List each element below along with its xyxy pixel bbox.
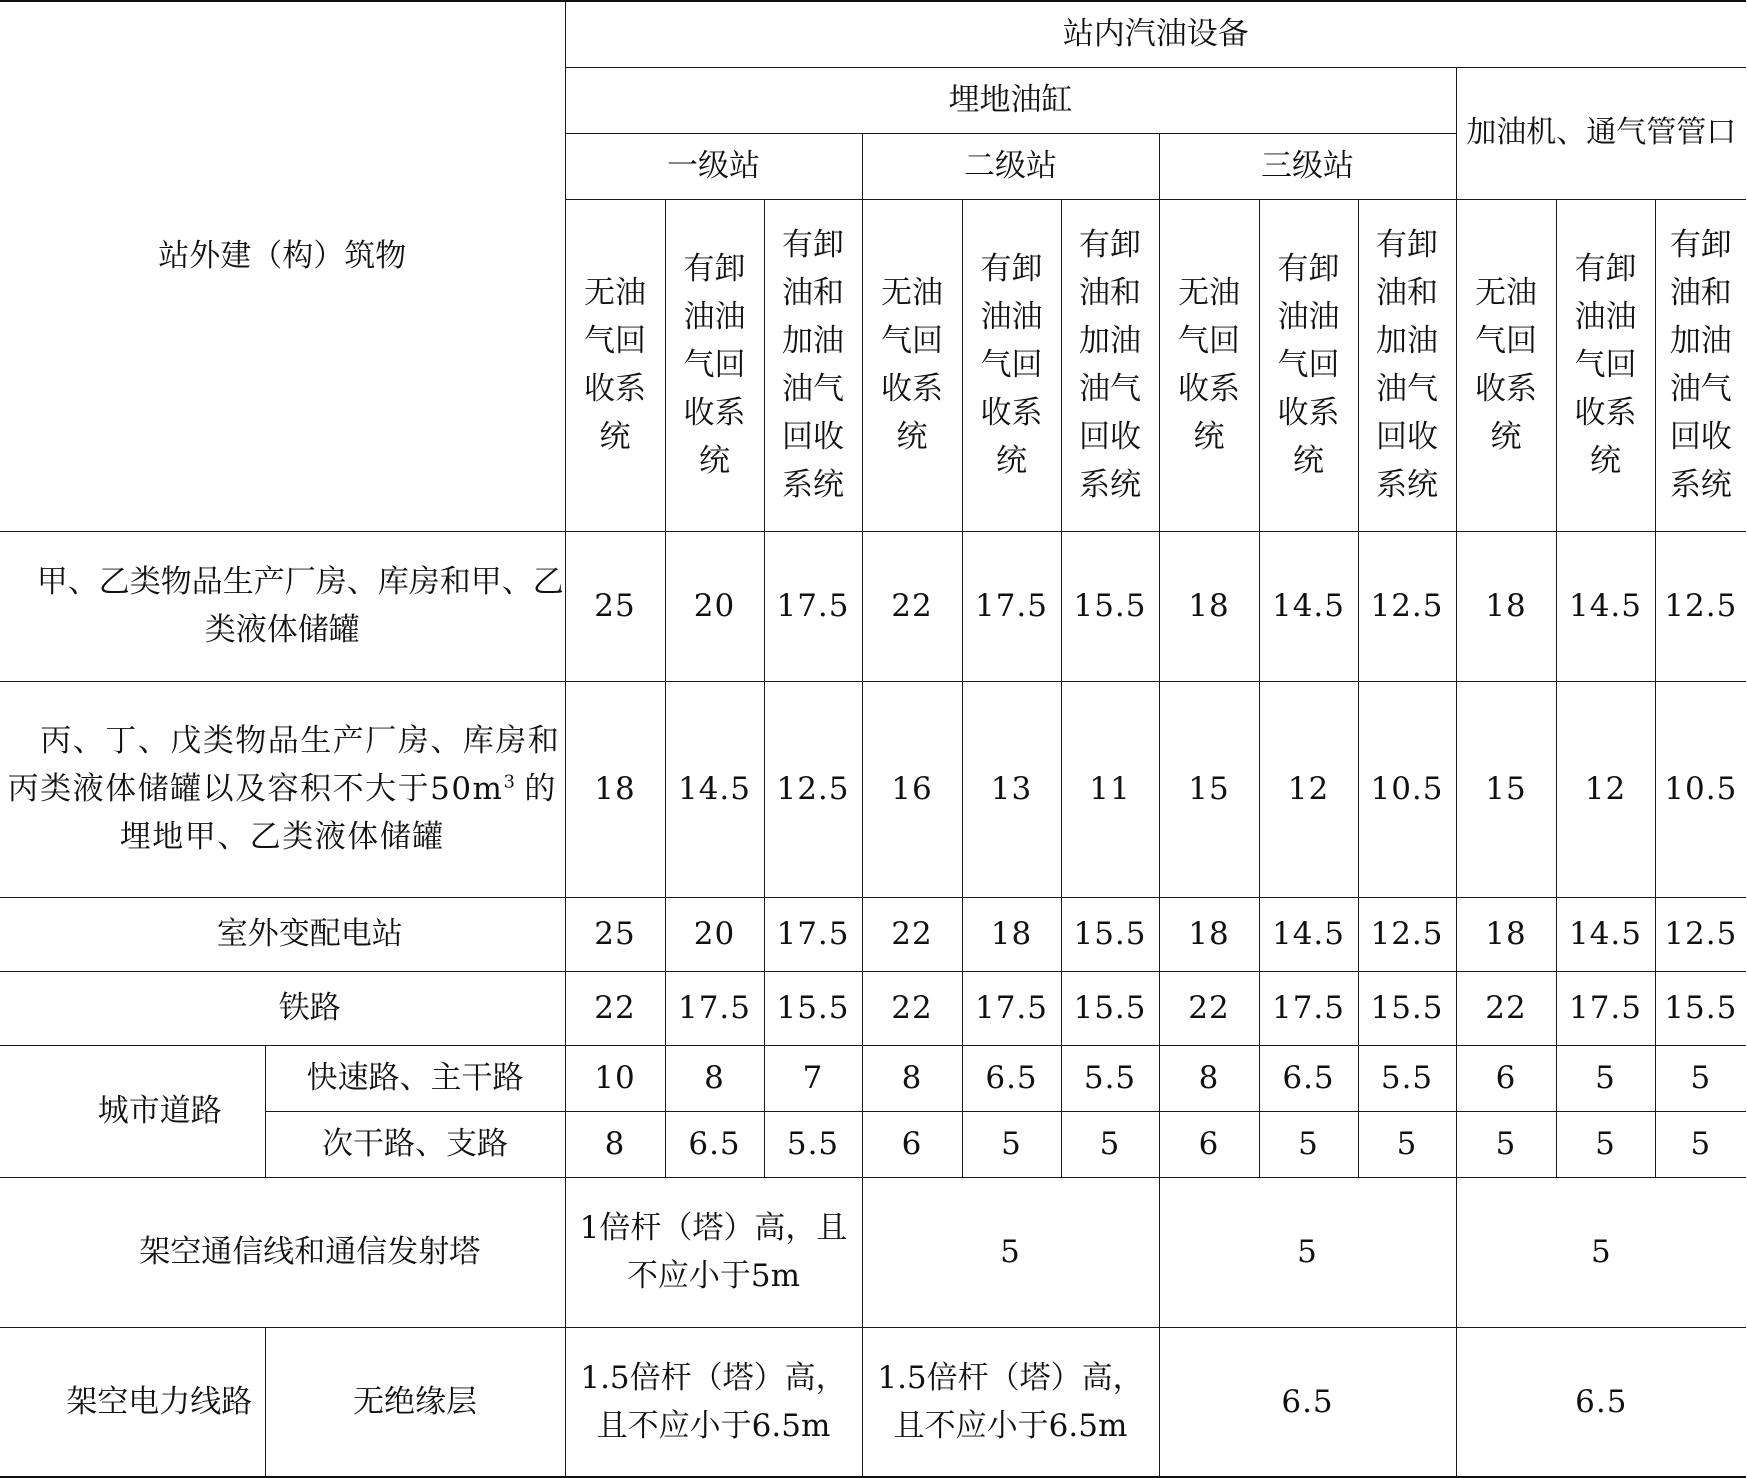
row-label: 甲、乙类物品生产厂房、库房和甲、乙类液体储罐 [0,531,565,681]
row-sublabel: 次干路、支路 [265,1111,565,1177]
sub-header-text: 无油气回收系统 [584,274,646,456]
value-cell: 10.5 [1655,681,1746,897]
value-cell: 8 [565,1111,665,1177]
row-label: 架空通信线和通信发射塔 [0,1177,565,1327]
value-cell: 17.5 [764,897,862,971]
row-sublabel: 快速路、主干路 [265,1045,565,1111]
station-level-3: 三级站 [1159,133,1456,199]
value-cell: 6 [1456,1045,1556,1111]
value-cell: 1倍杆（塔）高，且不应小于5m [565,1177,862,1327]
sub-header-text: 有卸油油气回收系统 [980,250,1043,480]
value-cell: 8 [862,1045,962,1111]
value-cell: 5 [962,1111,1061,1177]
value-cell: 22 [862,531,962,681]
value-cell: 1.5倍杆（塔）高，且不应小于6.5m [862,1327,1159,1477]
value-cell: 18 [1456,897,1556,971]
value-cell: 12.5 [1358,897,1456,971]
value-cell: 5.5 [1358,1045,1456,1111]
value-cell: 5 [1655,1045,1746,1111]
sub-header-no-recovery [565,199,665,531]
value-cell: 6 [862,1111,962,1177]
sub-header-text: 有卸油油气回收系统 [1574,250,1637,480]
value-cell: 22 [1159,971,1259,1045]
sub-header-text: 有卸油和加油油气回收系统 [1669,226,1732,504]
value-cell: 15.5 [1061,971,1159,1045]
value-cell: 15 [1456,681,1556,897]
sub-header-text: 有卸油和加油油气回收系统 [1079,226,1141,504]
row-label-text: 的埋地甲、乙类液体储罐 [119,770,557,856]
sub-header-text: 无油气回收系统 [1178,274,1240,456]
value-cell: 17.5 [764,531,862,681]
sub-header-text: 无油气回收系统 [1475,274,1537,456]
value-cell: 20 [665,897,764,971]
value-cell: 15.5 [1061,531,1159,681]
row-label [0,681,565,897]
sub-header-no-recovery [862,199,962,531]
sub-header-text: 无油气回收系统 [881,274,943,456]
value-cell: 5 [1358,1111,1456,1177]
value-cell: 25 [565,897,665,971]
corner-header-text: 站外建（构）筑物 [158,238,407,275]
table-row [0,897,1746,971]
sub-header-full-recovery [764,199,862,531]
value-cell: 17.5 [1556,971,1655,1045]
value-cell: 17.5 [962,971,1061,1045]
row-label: 架空电力线路 [0,1327,265,1477]
sub-header-unload-recovery [1556,199,1655,531]
value-cell: 5 [1159,1177,1456,1327]
value-cell: 6.5 [1159,1327,1456,1477]
value-cell: 6.5 [962,1045,1061,1111]
value-cell: 10 [565,1045,665,1111]
value-cell: 17.5 [1259,971,1358,1045]
corner-header [0,1,565,531]
value-cell: 12 [1556,681,1655,897]
value-cell: 6.5 [665,1111,764,1177]
value-cell: 22 [862,897,962,971]
header-row-1 [0,1,1746,67]
value-cell: 14.5 [1259,897,1358,971]
value-cell: 13 [962,681,1061,897]
sub-header-text: 有卸油和加油油气回收系统 [1376,226,1438,504]
row-label: 城市道路 [0,1045,265,1177]
station-level-1: 一级站 [565,133,862,199]
sub-header-text: 有卸油油气回收系统 [683,250,746,480]
value-cell: 18 [1456,531,1556,681]
table-row [0,1327,1746,1477]
value-cell: 22 [1456,971,1556,1045]
value-cell: 5 [1456,1111,1556,1177]
value-cell: 25 [565,531,665,681]
value-cell: 18 [1159,531,1259,681]
row-label: 室外变配电站 [0,897,565,971]
value-cell: 5.5 [764,1111,862,1177]
table-row [0,971,1746,1045]
value-cell: 20 [665,531,764,681]
sub-header-no-recovery [1159,199,1259,531]
value-cell: 5 [1655,1111,1746,1177]
top-header: 站内汽油设备 [565,1,1746,67]
value-cell: 7 [764,1045,862,1111]
value-cell: 14.5 [1259,531,1358,681]
value-cell: 18 [565,681,665,897]
value-cell: 5 [1456,1177,1746,1327]
value-cell: 14.5 [1556,531,1655,681]
value-cell: 6.5 [1259,1045,1358,1111]
value-cell: 6.5 [1456,1327,1746,1477]
sub-header-full-recovery [1655,199,1746,531]
value-cell: 22 [862,971,962,1045]
value-cell: 15.5 [1358,971,1456,1045]
value-cell: 5 [1061,1111,1159,1177]
value-cell: 14.5 [665,681,764,897]
sub-header-unload-recovery [665,199,764,531]
row-sublabel: 无绝缘层 [265,1327,565,1477]
value-cell: 17.5 [665,971,764,1045]
table-row [0,1045,1746,1111]
dispenser-header: 加油机、通气管管口 [1456,67,1746,199]
sub-header-text: 有卸油油气回收系统 [1277,250,1340,480]
value-cell: 12 [1259,681,1358,897]
value-cell: 22 [565,971,665,1045]
value-cell: 11 [1061,681,1159,897]
value-cell: 10.5 [1358,681,1456,897]
sub-header-unload-recovery [962,199,1061,531]
sub-header-text: 有卸油和加油油气回收系统 [782,226,844,504]
sub-header-no-recovery [1456,199,1556,531]
row-label-text: 丙、丁、戊类物品生产厂房、库房和丙类液体储罐以及容积不大于50m [7,722,561,807]
value-cell: 12.5 [1655,897,1746,971]
value-cell: 18 [1159,897,1259,971]
value-cell: 5 [1259,1111,1358,1177]
value-cell: 17.5 [962,531,1061,681]
value-cell: 14.5 [1556,897,1655,971]
value-cell: 12.5 [1655,531,1746,681]
value-cell: 5 [1556,1045,1655,1111]
sub-header-full-recovery [1358,199,1456,531]
value-cell: 12.5 [1358,531,1456,681]
table-row [0,1177,1746,1327]
table-row [0,531,1746,681]
value-cell: 5.5 [1061,1045,1159,1111]
value-cell: 15.5 [1655,971,1746,1045]
value-cell: 6 [1159,1111,1259,1177]
superscript: 3 [503,771,517,793]
value-cell: 16 [862,681,962,897]
value-cell: 15.5 [1061,897,1159,971]
sub-header-full-recovery [1061,199,1159,531]
value-cell: 5 [1556,1111,1655,1177]
sub-header-unload-recovery [1259,199,1358,531]
value-cell: 1.5倍杆（塔）高，且不应小于6.5m [565,1327,862,1477]
value-cell: 18 [962,897,1061,971]
tank-header: 埋地油缸 [565,67,1456,133]
value-cell: 5 [862,1177,1159,1327]
value-cell: 15 [1159,681,1259,897]
value-cell: 8 [1159,1045,1259,1111]
value-cell: 8 [665,1045,764,1111]
row-label: 铁路 [0,971,565,1045]
station-level-2: 二级站 [862,133,1159,199]
value-cell: 12.5 [764,681,862,897]
value-cell: 15.5 [764,971,862,1045]
table-row [0,681,1746,897]
